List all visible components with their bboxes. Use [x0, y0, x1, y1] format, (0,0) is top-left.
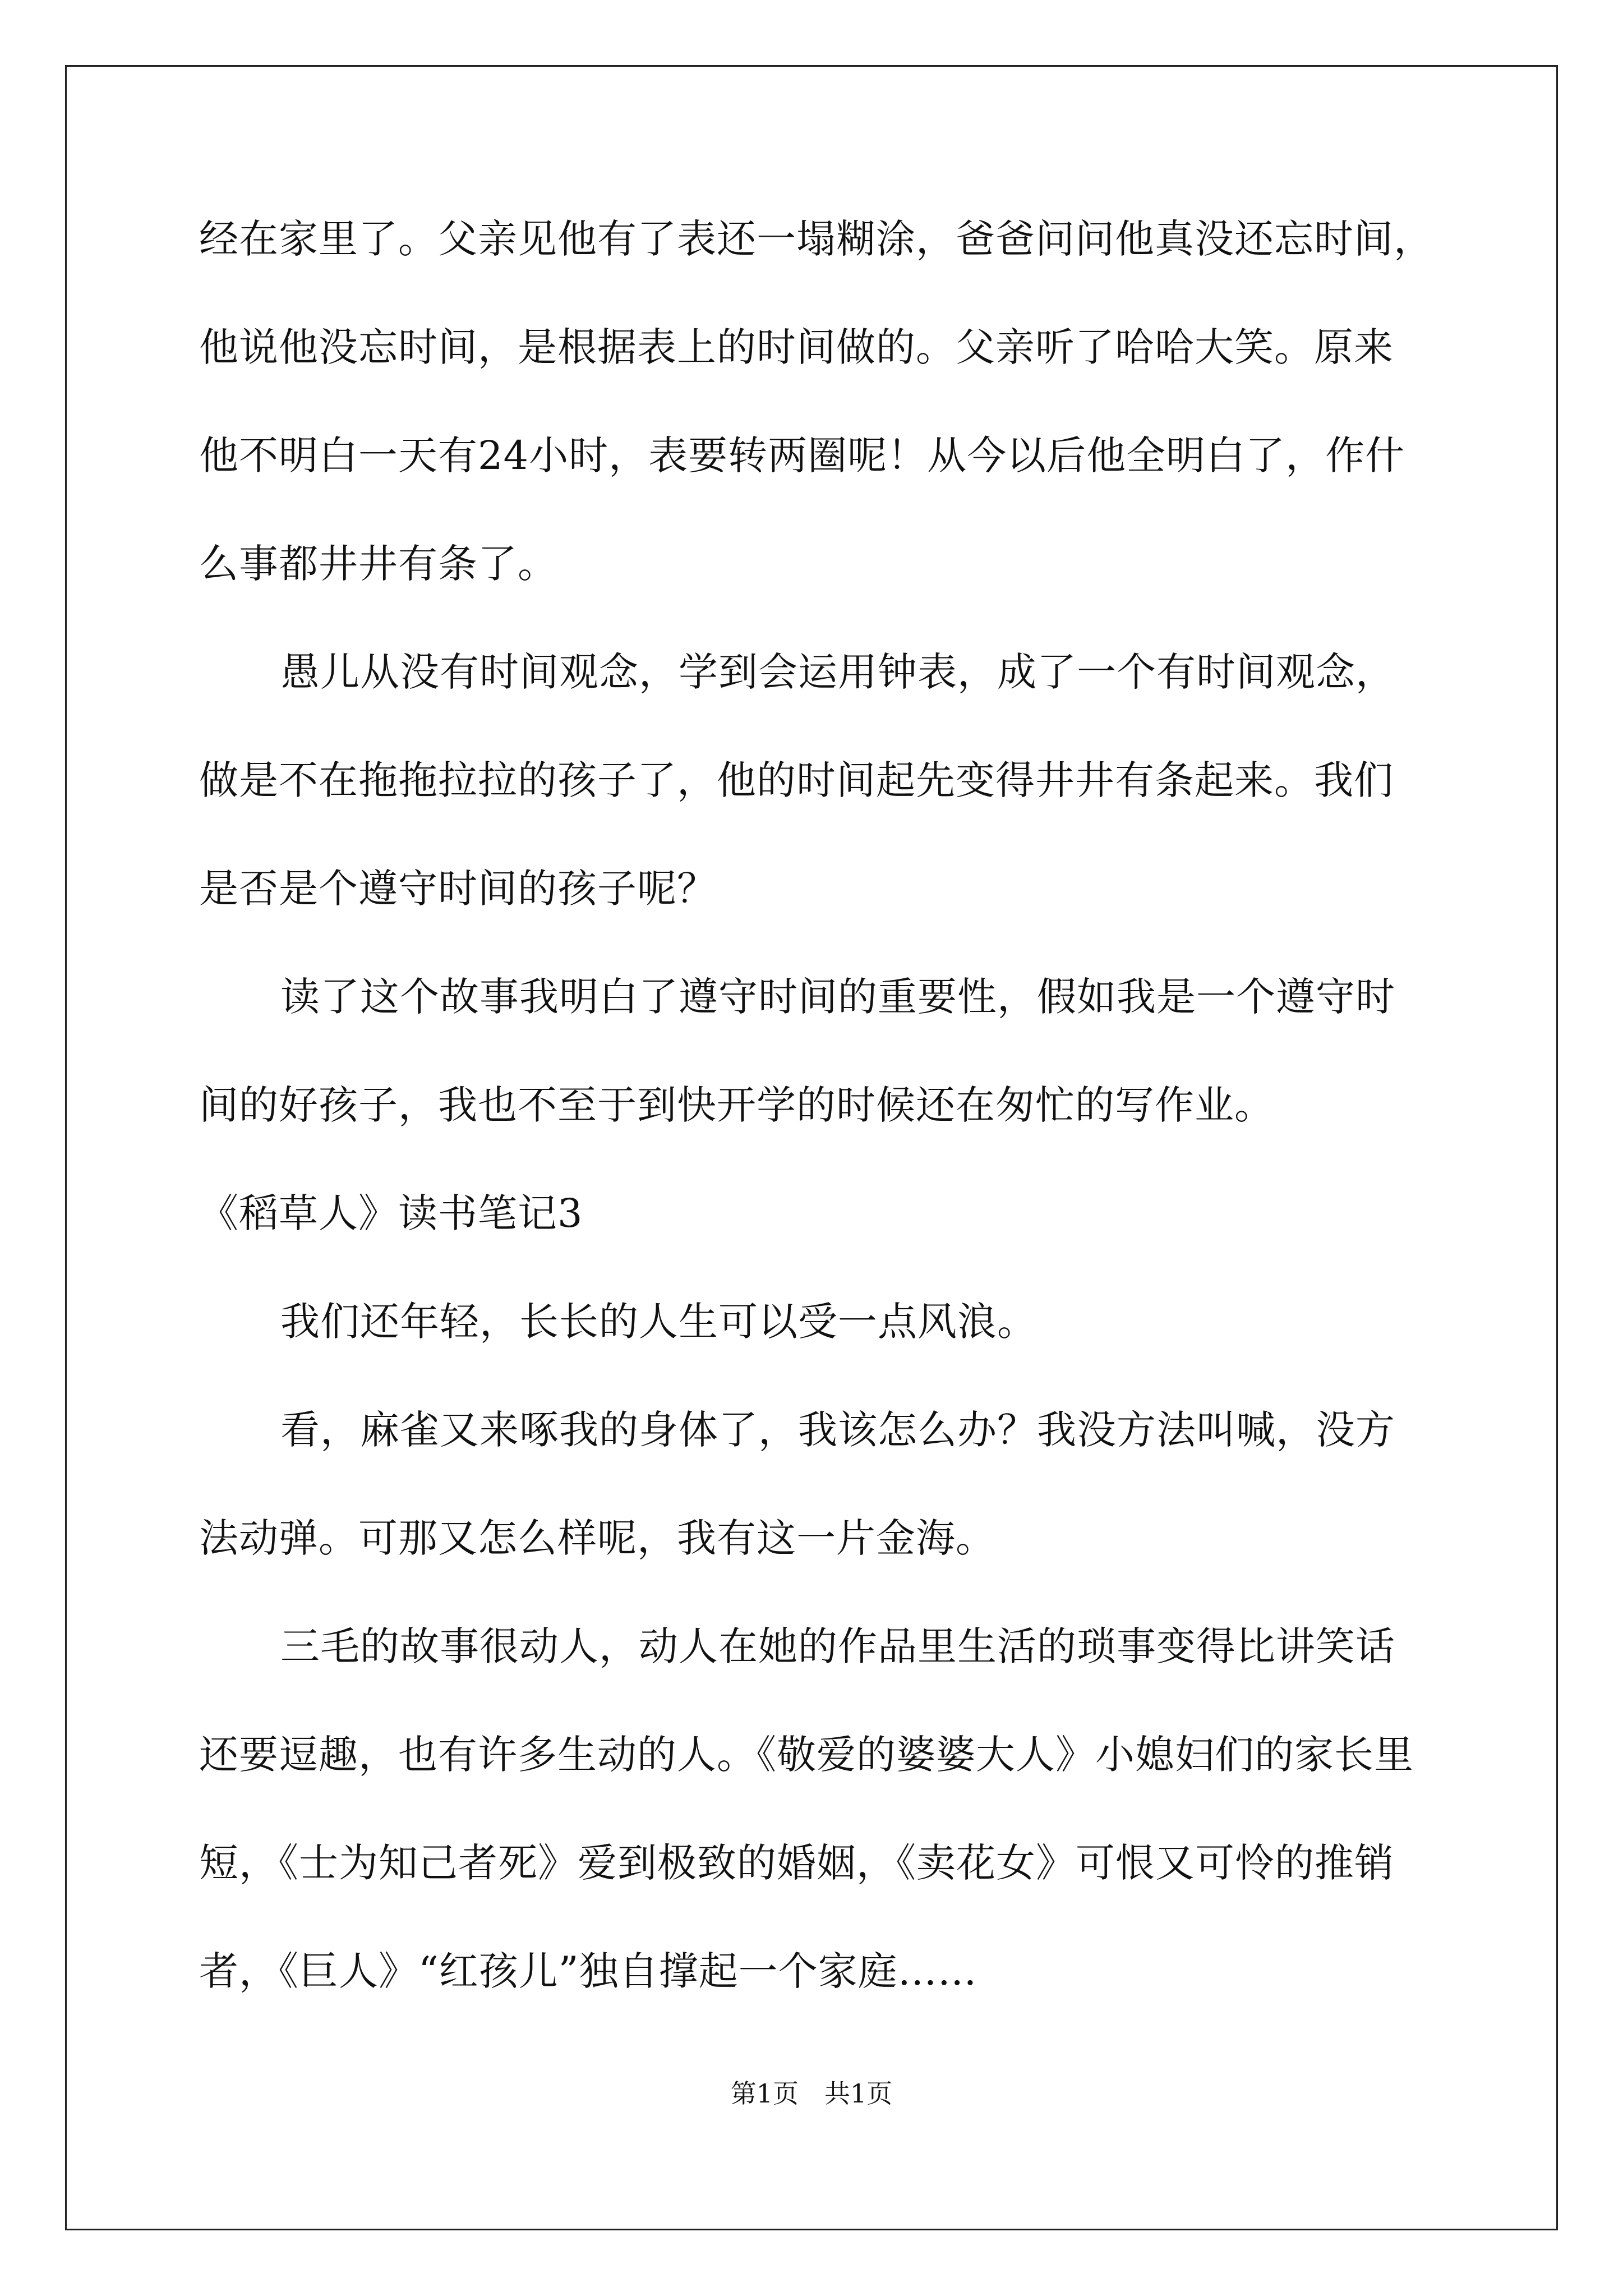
text-line: 经在家里了。父亲见他有了表还一塌糊涂，爸爸问问他真没还忘时间，	[199, 216, 1433, 262]
paragraph	[199, 1268, 1461, 1376]
paragraph	[199, 1593, 1461, 2026]
paragraph	[199, 943, 1461, 1159]
text-line: 做是不在拖拖拉拉的孩子了，他的时间起先变得井井有条起来。我们	[199, 757, 1394, 803]
text-line: 么事都井井有条了。	[199, 541, 557, 587]
document-body	[199, 185, 1461, 2026]
paragraph	[199, 185, 1461, 618]
section-heading	[199, 1159, 1461, 1268]
paragraph	[199, 1376, 1461, 1593]
text-line: 间的好孩子，我也不至于到快开学的时候还在匆忙的写作业。	[199, 1082, 1274, 1128]
text-line: 愚儿从没有时间观念，学到会运用钟表，成了一个有时间观念，	[280, 649, 1395, 695]
text-line: 他不明白一天有24小时，表要转两圈呢！从今以后他全明白了，作什	[199, 432, 1405, 478]
text-line: 看，麻雀又来啄我的身体了，我该怎么办？我没方法叫喊，没方	[280, 1407, 1395, 1453]
text-line: 还要逗趣，也有许多生动的人。《敬爱的婆婆大人》小媳妇们的家长里	[199, 1732, 1414, 1778]
text-line: 者，《巨人》“红孩儿”独自撑起一个家庭……	[199, 1948, 978, 1994]
text-line: 短，《士为知己者死》爱到极致的婚姻，《卖花女》可恨又可怜的推销	[199, 1840, 1394, 1886]
text-line: 他说他没忘时间，是根据表上的时间做的。父亲听了哈哈大笑。原来	[199, 324, 1394, 370]
text-line: 三毛的故事很动人，动人在她的作品里生活的琐事变得比讲笑话	[280, 1623, 1395, 1669]
text-line: 法动弹。可那又怎么样呢，我有这一片金海。	[199, 1515, 995, 1561]
paragraph	[199, 618, 1461, 943]
text-line: 读了这个故事我明白了遵守时间的重要性，假如我是一个遵守时	[280, 974, 1395, 1020]
text-line: 我们还年轻，长长的人生可以受一点风浪。	[280, 1299, 1037, 1345]
page-footer: 第1页 共1页	[730, 2078, 893, 2109]
heading-text: 《稻草人》读书笔记3	[199, 1190, 583, 1236]
text-line: 是否是个遵守时间的孩子呢？	[199, 866, 717, 912]
